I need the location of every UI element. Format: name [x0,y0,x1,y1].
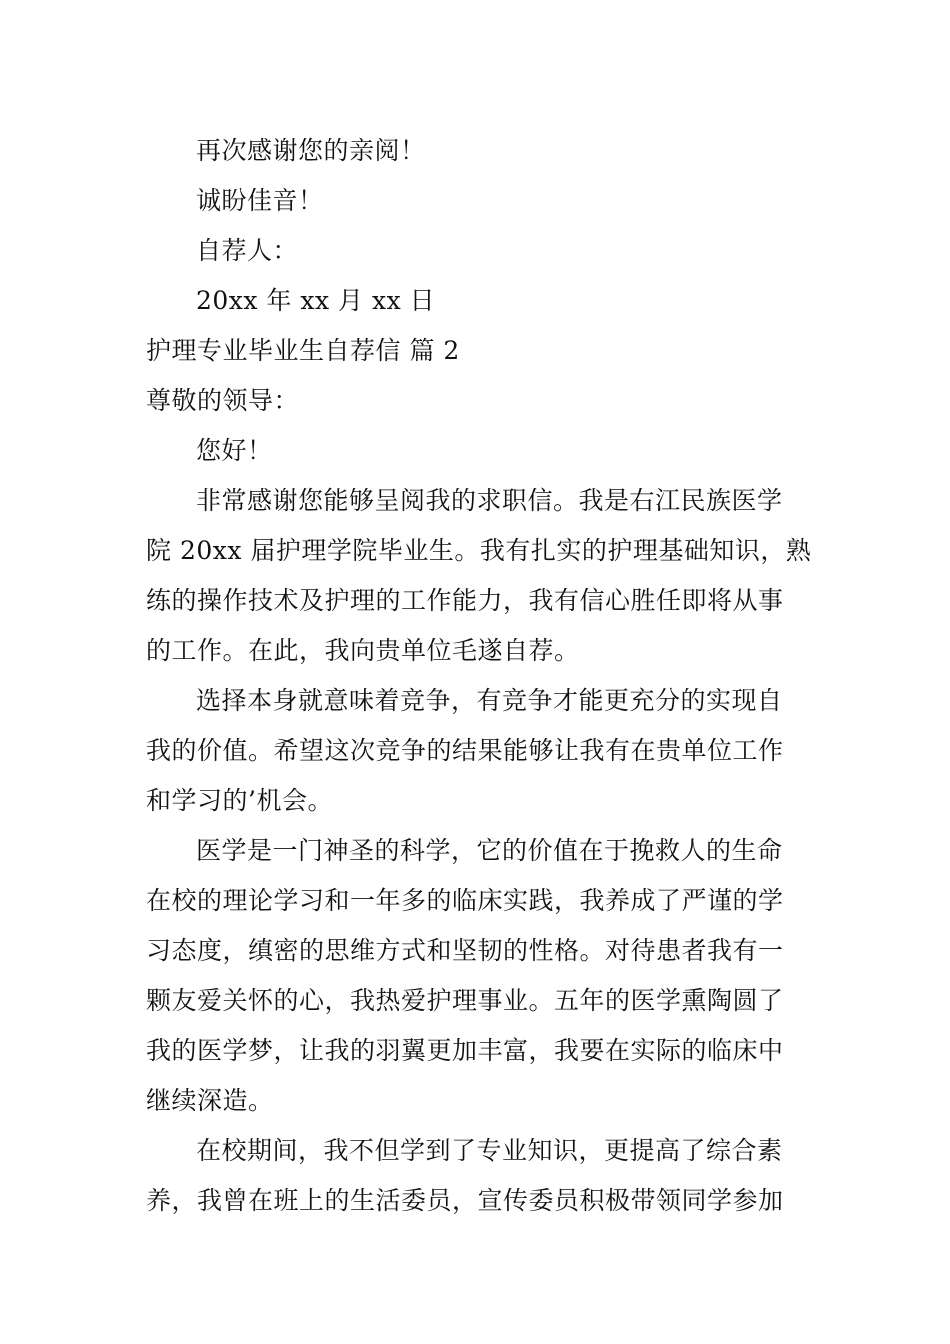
body-line: 我的价值。希望这次竞争的结果能够让我有在贵单位工作 [146,736,784,765]
body-line: 养，我曾在班上的生活委员，宣传委员积极带领同学参加 [146,1186,784,1215]
body-line: 颗友爱关怀的心，我热爱护理事业。五年的医学熏陶圆了 [146,986,784,1015]
closing-thanks: 再次感谢您的亲阅！ [196,136,426,165]
salutation: 尊敬的领导： [146,386,300,415]
body-line: 在校的理论学习和一年多的临床实践，我养成了严谨的学 [146,886,784,915]
greeting: 您好！ [196,436,273,465]
body-line: 在校期间，我不但学到了专业知识，更提高了综合素 [196,1136,783,1165]
body-line: 院 20xx 届护理学院毕业生。我有扎实的护理基础知识，熟 [146,536,812,565]
body-line: 继续深造。 [146,1086,274,1115]
letter-date: 20xx 年 xx 月 xx 日 [196,286,436,315]
body-line: 医学是一门神圣的科学，它的价值在于挽救人的生命 [196,836,783,865]
body-line: 选择本身就意味着竞争，有竞争才能更充分的实现自 [196,686,783,715]
body-line: 的工作。在此，我向贵单位毛遂自荐。 [146,636,580,665]
body-line: 我的医学梦，让我的羽翼更加丰富，我要在实际的临床中 [146,1036,784,1065]
section-title: 护理专业毕业生自荐信 篇 2 [146,336,460,365]
body-line: 习态度，缜密的思维方式和坚韧的性格。对待患者我有一 [146,936,784,965]
body-line: 非常感谢您能够呈阅我的求职信。我是右江民族医学 [196,486,783,515]
body-line: 和学习的’机会。 [146,786,333,815]
body-line: 练的操作技术及护理的工作能力，我有信心胜任即将从事 [146,586,784,615]
signer-label: 自荐人： [196,236,299,265]
closing-hope: 诚盼佳音！ [196,186,324,215]
